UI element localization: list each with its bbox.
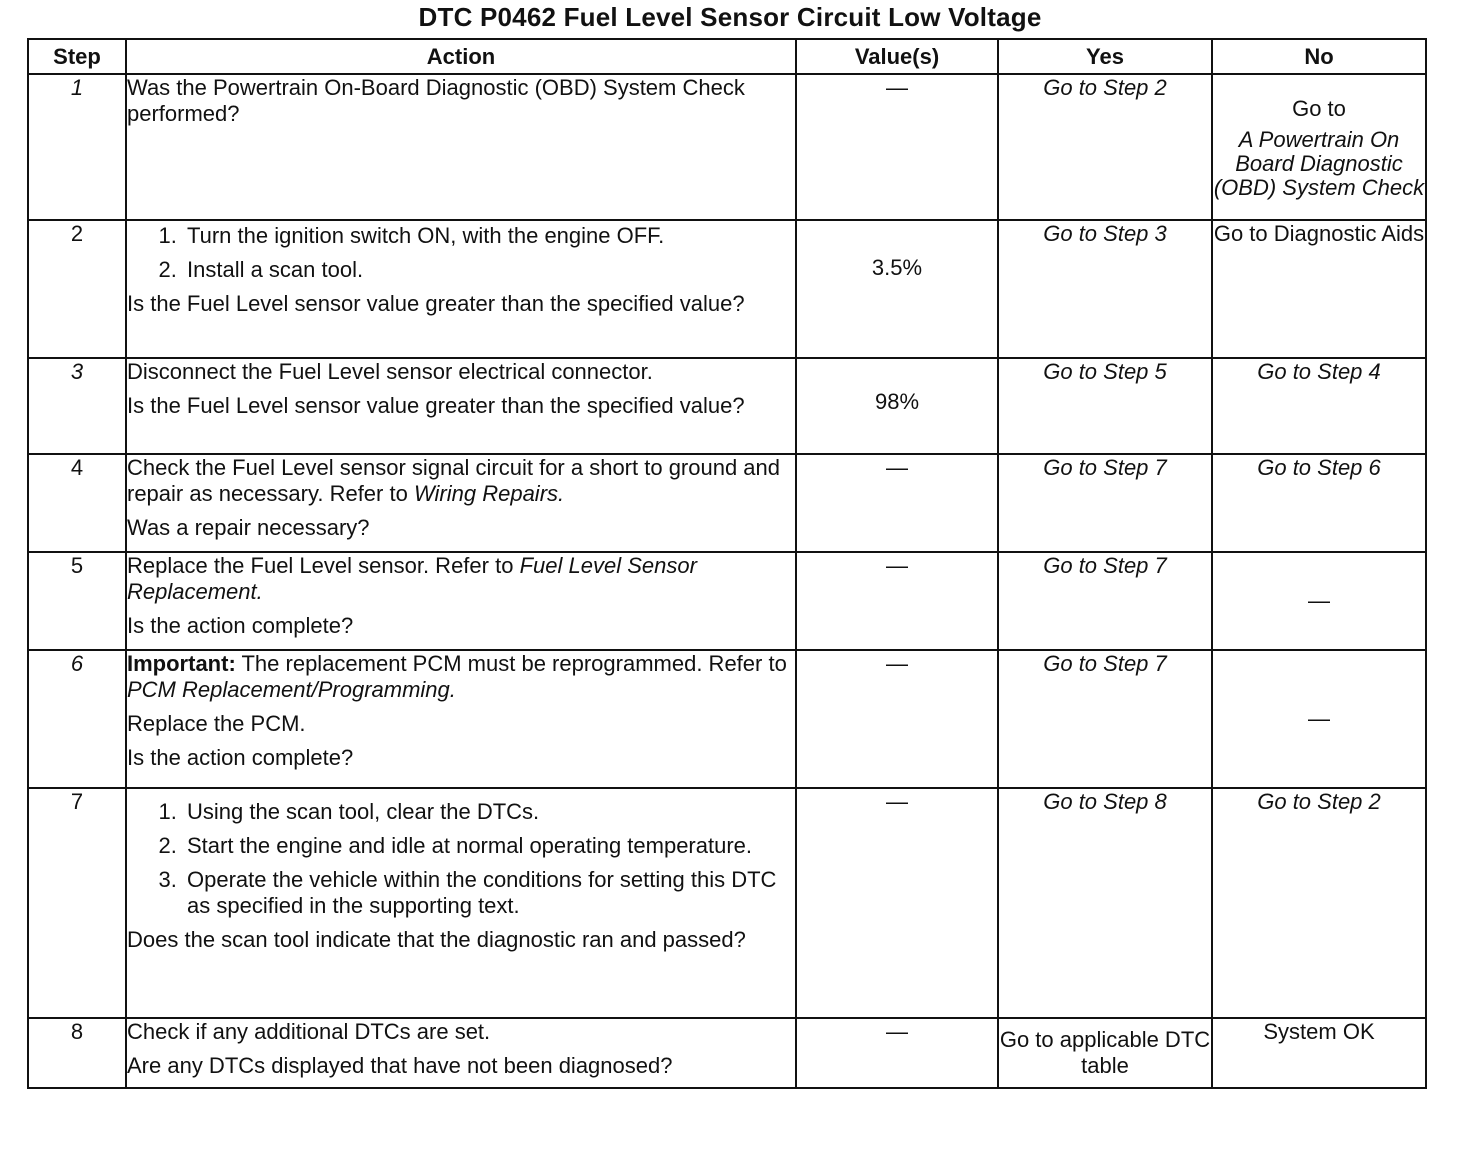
action-cell: [126, 454, 796, 552]
yes-cell: Go to Step 7: [998, 552, 1212, 650]
action-question: Was the Powertrain On-Board Diagnostic (OBD) System Check performed?: [127, 75, 745, 126]
no-intro: Go to: [1292, 96, 1346, 121]
action-question: Was a repair necessary?: [127, 515, 370, 540]
yes-cell: Go to Step 2: [998, 74, 1212, 220]
table-row: [28, 220, 1426, 358]
header-step: Step: [28, 39, 126, 74]
step-number: 7: [28, 788, 126, 1018]
value-cell: 98%: [796, 358, 998, 454]
instruction-text: Replace the Fuel Level sensor. Refer to: [127, 553, 514, 578]
reference-link: Fuel Level Sensor Replacement.: [127, 553, 697, 604]
action-instruction: Check if any additional DTCs are set.: [127, 1019, 491, 1044]
action-question: Is the Fuel Level sensor value greater than the specified value?: [127, 291, 745, 316]
action-cell: [126, 552, 796, 650]
diagnostic-table: [27, 38, 1427, 1089]
instruction-text: Check the Fuel Level sensor signal circuit for a short to ground and repair as necessary. Refer to: [127, 455, 781, 506]
action-question: Is the action complete?: [127, 613, 354, 638]
value-cell: 3.5%: [796, 220, 998, 358]
important-note: [127, 651, 795, 703]
yes-cell: Go to Step 7: [998, 650, 1212, 788]
no-cell: Go to Diagnostic Aids: [1212, 220, 1426, 358]
yes-cell: Go to Step 8: [998, 788, 1212, 1018]
value-cell: —: [796, 74, 998, 220]
yes-cell: Go to applicable DTC table: [998, 1018, 1212, 1088]
action-list: [127, 799, 795, 919]
value-cell: —: [796, 552, 998, 650]
action-instruction: Replace the PCM.: [127, 711, 306, 736]
action-cell: [126, 74, 796, 220]
header-yes: Yes: [998, 39, 1212, 74]
step-number: 5: [28, 552, 126, 650]
no-cell: System OK: [1212, 1018, 1426, 1088]
no-cell: —: [1212, 650, 1426, 788]
step-number: 1: [28, 74, 126, 220]
table-row: [28, 1018, 1426, 1088]
value-cell: —: [796, 788, 998, 1018]
value-cell: —: [796, 454, 998, 552]
no-reference: A Powertrain On Board Diagnostic (OBD) System Check: [1213, 127, 1425, 200]
no-cell: Go to Step 2: [1212, 788, 1426, 1018]
step-number: 2: [28, 220, 126, 358]
reference-link: Wiring Repairs.: [413, 481, 565, 506]
step-number: 4: [28, 454, 126, 552]
header-action: Action: [126, 39, 796, 74]
action-list: [127, 223, 795, 283]
header-no: No: [1212, 39, 1426, 74]
action-instruction: Disconnect the Fuel Level sensor electrical connector.: [127, 359, 653, 384]
action-cell: [126, 220, 796, 358]
action-question: Is the Fuel Level sensor value greater than the specified value?: [127, 393, 745, 418]
action-list-item: 3. Operate the vehicle within the conditions for setting this DTC as specified in the supporting text.: [183, 867, 795, 919]
action-list-item: 2. Install a scan tool.: [183, 257, 795, 283]
table-row: [28, 358, 1426, 454]
value-cell: —: [796, 1018, 998, 1088]
table-row: [28, 788, 1426, 1018]
yes-cell: Go to Step 7: [998, 454, 1212, 552]
important-text: The replacement PCM must be reprogrammed. Refer to: [241, 651, 787, 676]
step-number: 3: [28, 358, 126, 454]
table-row: [28, 552, 1426, 650]
yes-cell: Go to Step 3: [998, 220, 1212, 358]
action-instruction: [127, 455, 795, 507]
action-cell: [126, 358, 796, 454]
action-instruction: [127, 553, 795, 605]
action-question: Are any DTCs displayed that have not been diagnosed?: [127, 1053, 673, 1078]
step-number: 8: [28, 1018, 126, 1088]
page-title: DTC P0462 Fuel Level Sensor Circuit Low Voltage: [418, 2, 1042, 32]
value-cell: —: [796, 650, 998, 788]
header-values: Value(s): [796, 39, 998, 74]
table-row: [28, 454, 1426, 552]
action-question: Does the scan tool indicate that the diagnostic ran and passed?: [127, 927, 746, 952]
table-row: [28, 650, 1426, 788]
yes-cell: Go to Step 5: [998, 358, 1212, 454]
no-cell: Go to Step 4: [1212, 358, 1426, 454]
reference-link: PCM Replacement/Programming.: [127, 677, 456, 702]
table-row: [28, 74, 1426, 220]
action-list-item: 1. Turn the ignition switch ON, with the engine OFF.: [183, 223, 795, 249]
no-cell: [1212, 74, 1426, 220]
header-row: [28, 39, 1426, 74]
action-cell: [126, 650, 796, 788]
action-list-item: 1. Using the scan tool, clear the DTCs.: [183, 799, 795, 825]
important-label: Important:: [127, 651, 236, 676]
action-list-item: 2. Start the engine and idle at normal operating temperature.: [183, 833, 795, 859]
action-question: Is the action complete?: [127, 745, 354, 770]
action-cell: [126, 788, 796, 1018]
action-cell: [126, 1018, 796, 1088]
no-cell: Go to Step 6: [1212, 454, 1426, 552]
no-cell: —: [1212, 552, 1426, 650]
step-number: 6: [28, 650, 126, 788]
